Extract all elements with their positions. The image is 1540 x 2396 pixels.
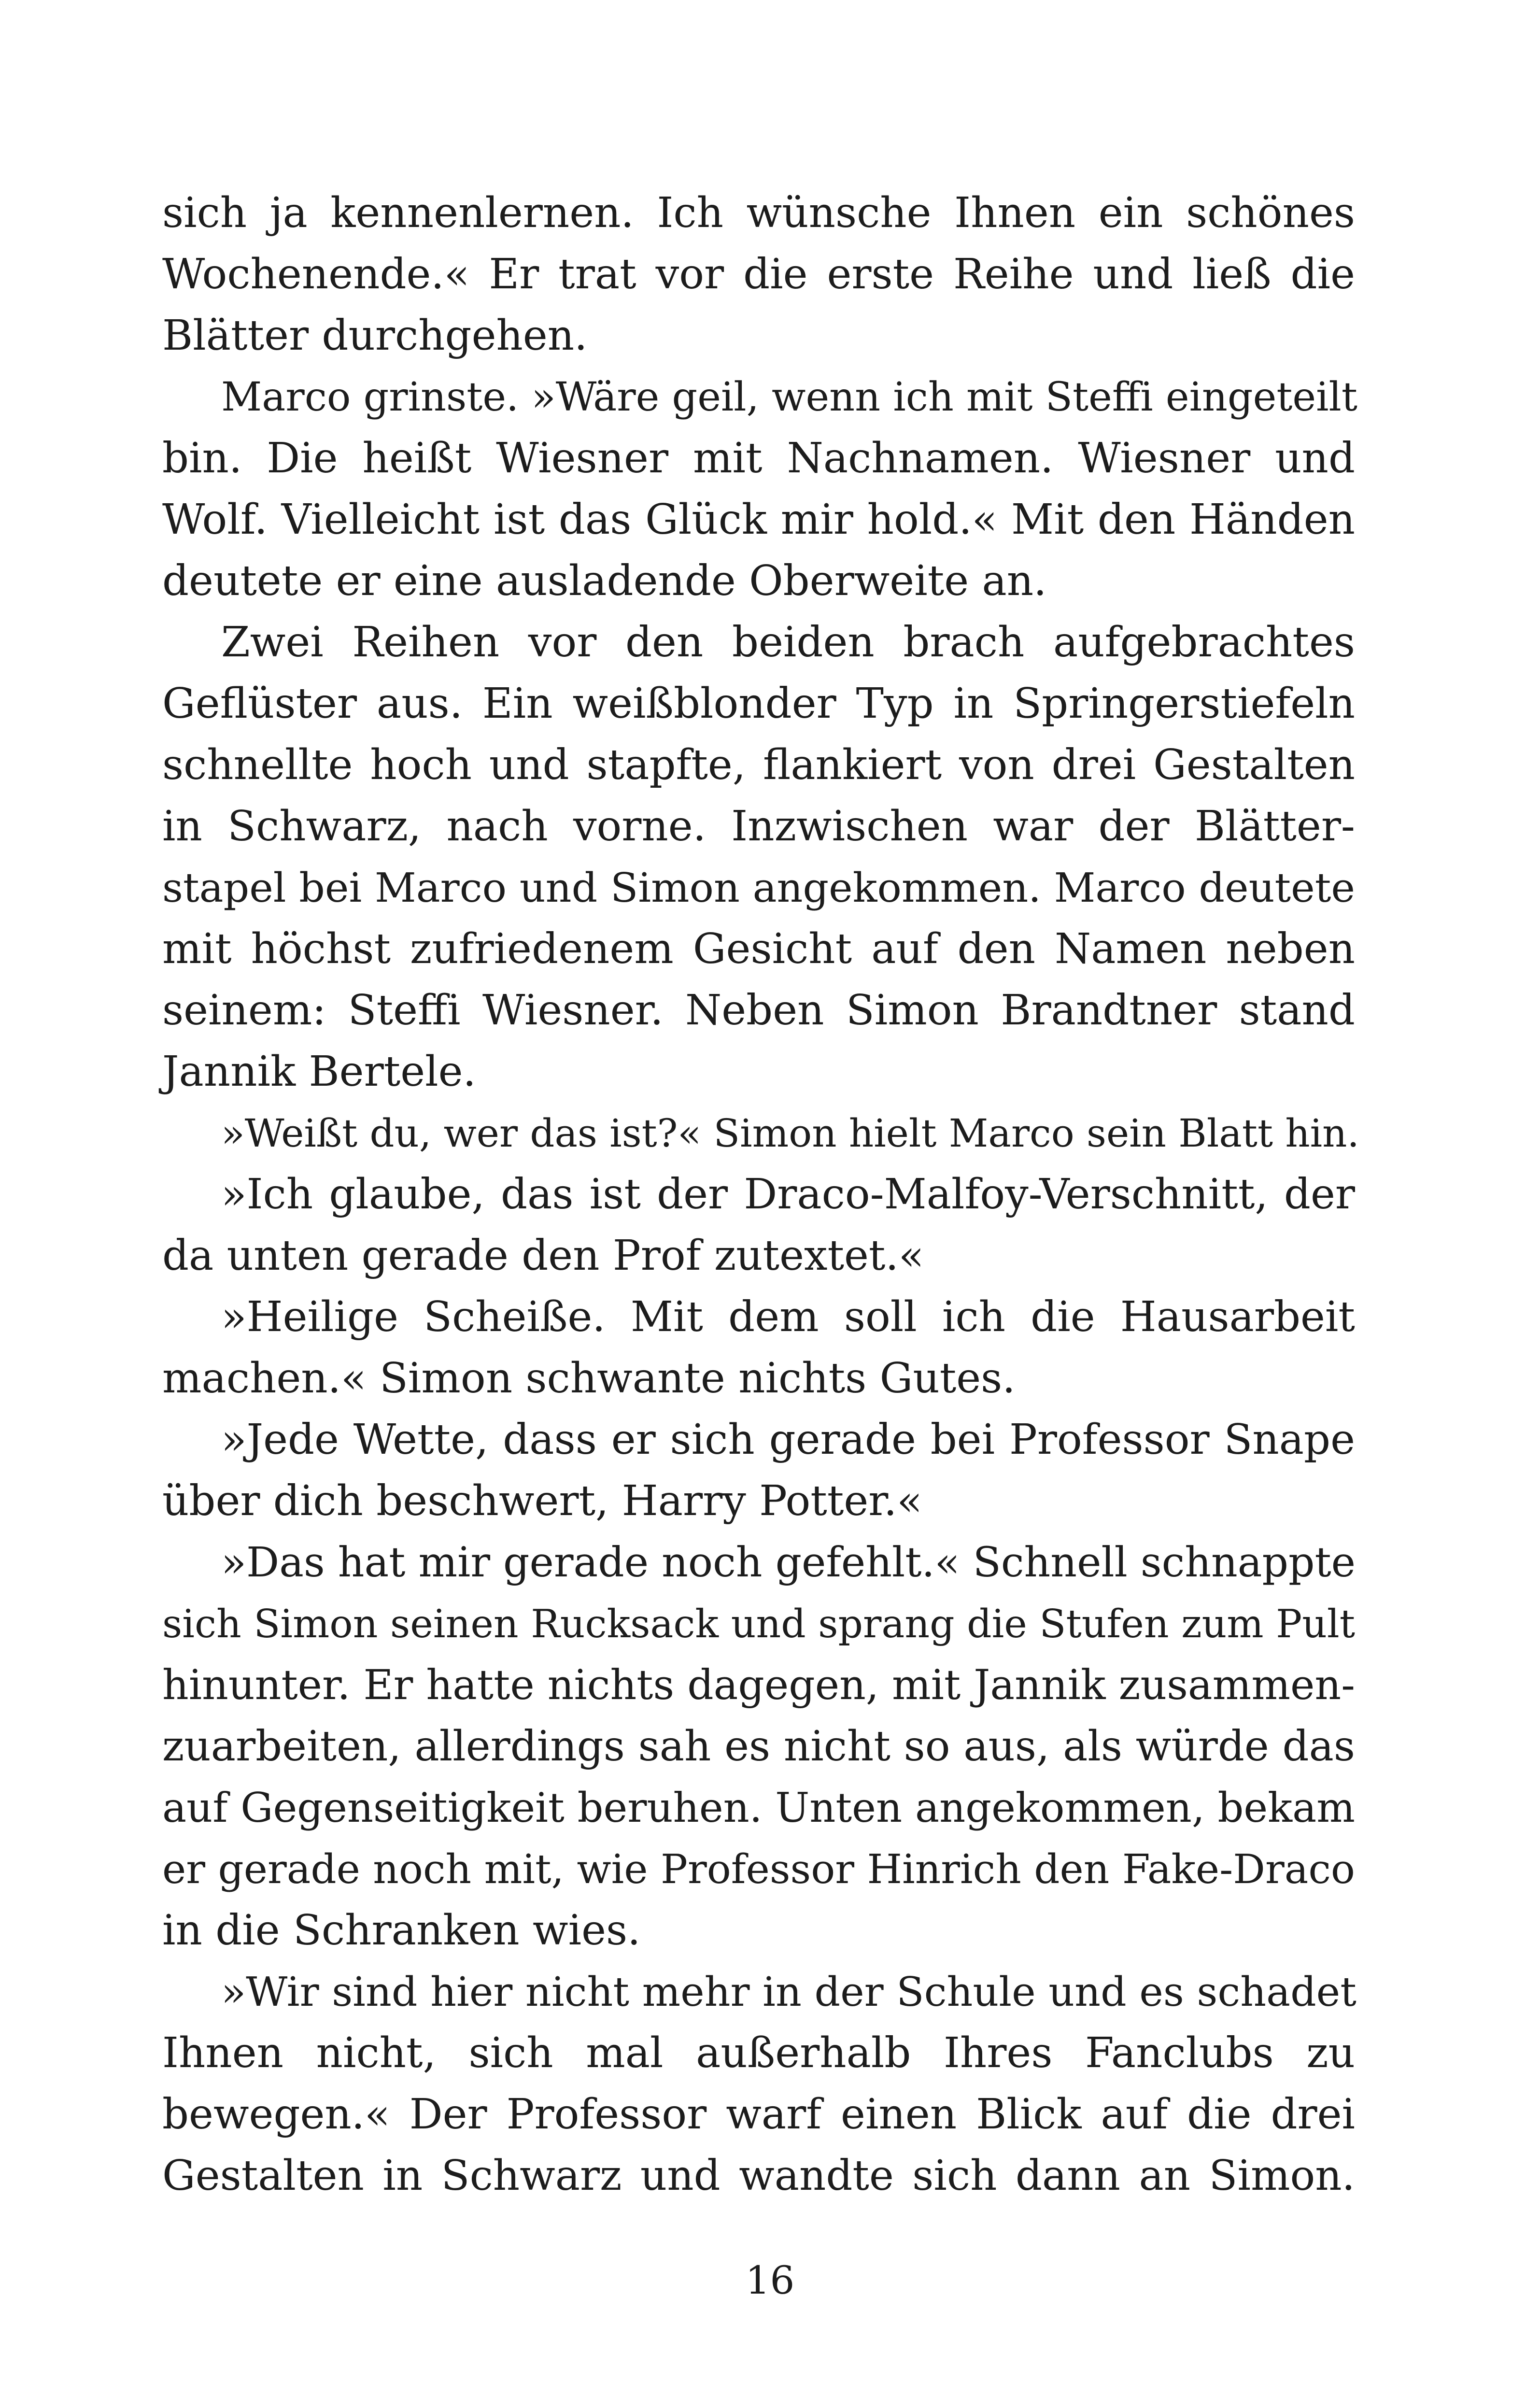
text-line: da unten gerade den Prof zutextet.« [162, 1232, 924, 1280]
text-line: Ihnen nicht, sich mal außerhalb Ihres Fanclubs zu [162, 2029, 1355, 2077]
text-line: auf Gegenseitigkeit beruhen. Unten angekommen, bekam [162, 1784, 1355, 1831]
text-line: Jannik Bertele. [162, 1048, 476, 1096]
text-line: Marco grinste. »Wäre geil, wenn ich mit Steffi eingeteilt [221, 374, 1357, 420]
text-line: »Wir sind hier nicht mehr in der Schule und es schadet [221, 1968, 1356, 2015]
text-line: »Heilige Scheiße. Mit dem soll ich die Hausarbeit [221, 1293, 1355, 1341]
text-line: er gerade noch mit, wie Professor Hinrich den Fake-Draco [162, 1846, 1355, 1893]
text-line: in die Schranken wies. [162, 1906, 641, 1955]
text-line: schnellte hoch und stapfte, flankiert von drei Gestalten [162, 741, 1355, 789]
body-text [162, 183, 1359, 2207]
text-line: »Das hat mir gerade noch gefehlt.« Schnell schnappte [221, 1539, 1356, 1587]
text-line: Wolf. Vielleicht ist das Glück mir hold.« Mit den Händen [162, 496, 1355, 544]
text-line: Wochenende.« Er trat vor die erste Reihe und ließ die [162, 250, 1355, 298]
text-line: sich Simon seinen Rucksack und sprang die Stufen zum Pult [162, 1601, 1355, 1646]
text-line: deutete er eine ausladende Oberweite an. [162, 557, 1047, 605]
page-number: 16 [745, 2258, 795, 2303]
text-line: Geflüster aus. Ein weißblonder Typ in Springerstiefeln [162, 680, 1355, 728]
text-line: sich ja kennenlernen. Ich wünsche Ihnen ein schönes [162, 189, 1355, 237]
text-line: stapel bei Marco und Simon angekommen. Marco deutete [162, 864, 1355, 911]
text-line: »Weißt du, wer das ist?« Simon hielt Marco sein Blatt hin. [221, 1111, 1359, 1156]
text-line: Blätter durchgehen. [162, 312, 588, 360]
text-line: zuarbeiten, allerdings sah es nicht so aus, als würde das [162, 1722, 1355, 1771]
text-line: in Schwarz, nach vorne. Inzwischen war der Blätter- [162, 802, 1355, 851]
text-line: Gestalten in Schwarz und wandte sich dann an Simon. [162, 2152, 1355, 2200]
text-line: hinunter. Er hatte nichts dagegen, mit Jannik zusammen- [162, 1661, 1355, 1709]
text-line: bin. Die heißt Wiesner mit Nachnamen. Wiesner und [162, 434, 1355, 482]
text-line: über dich beschwert, Harry Potter.« [162, 1477, 922, 1525]
text-line: bewegen.« Der Professor warf einen Blick auf die drei [162, 2090, 1355, 2139]
text-line: seinem: Steffi Wiesner. Neben Simon Brandtner stand [162, 986, 1355, 1035]
text-line: Zwei Reihen vor den beiden brach aufgebrachtes [221, 618, 1355, 666]
text-line: machen.« Simon schwante nichts Gutes. [162, 1354, 1016, 1403]
text-line: »Jede Wette, dass er sich gerade bei Professor Snape [221, 1416, 1355, 1464]
text-line: »Ich glaube, das ist der Draco-Malfoy-Verschnitt, der [221, 1170, 1355, 1219]
text-line: mit höchst zufriedenem Gesicht auf den Namen neben [162, 925, 1355, 973]
